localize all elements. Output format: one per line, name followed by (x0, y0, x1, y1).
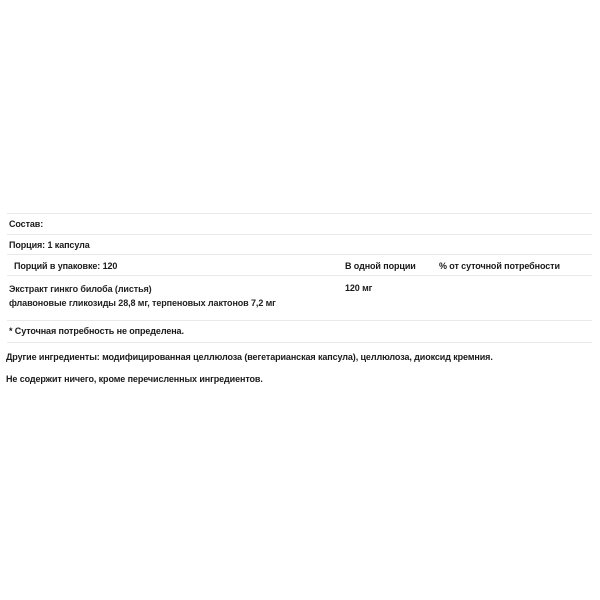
ingredient-detail: флавоновые гликозиды 28,8 мг, терпеновых лактонов 7,2 мг (9, 298, 276, 308)
column-header-per-serving: В одной порции (345, 261, 416, 271)
divider (7, 320, 592, 321)
divider (7, 234, 592, 235)
serving-size: Порция: 1 капсула (9, 240, 90, 250)
divider (7, 254, 592, 255)
divider (7, 275, 592, 276)
footnote: * Суточная потребность не определена. (9, 326, 184, 336)
divider (7, 342, 592, 343)
disclaimer: Не содержит ничего, кроме перечисленных ингредиентов. (6, 374, 263, 384)
column-header-daily-value: % от суточной потребности (439, 261, 560, 271)
ingredient-amount: 120 мг (345, 283, 373, 293)
ingredient-name: Экстракт гинкго билоба (листья) (9, 284, 152, 294)
servings-per-container: Порций в упаковке: 120 (14, 261, 118, 271)
divider (7, 213, 592, 214)
composition-title: Состав: (9, 219, 44, 229)
other-ingredients: Другие ингредиенты: модифицированная целлюлоза (вегетарианская капсула), целлюлоза, диоксид кремния. (6, 352, 493, 362)
